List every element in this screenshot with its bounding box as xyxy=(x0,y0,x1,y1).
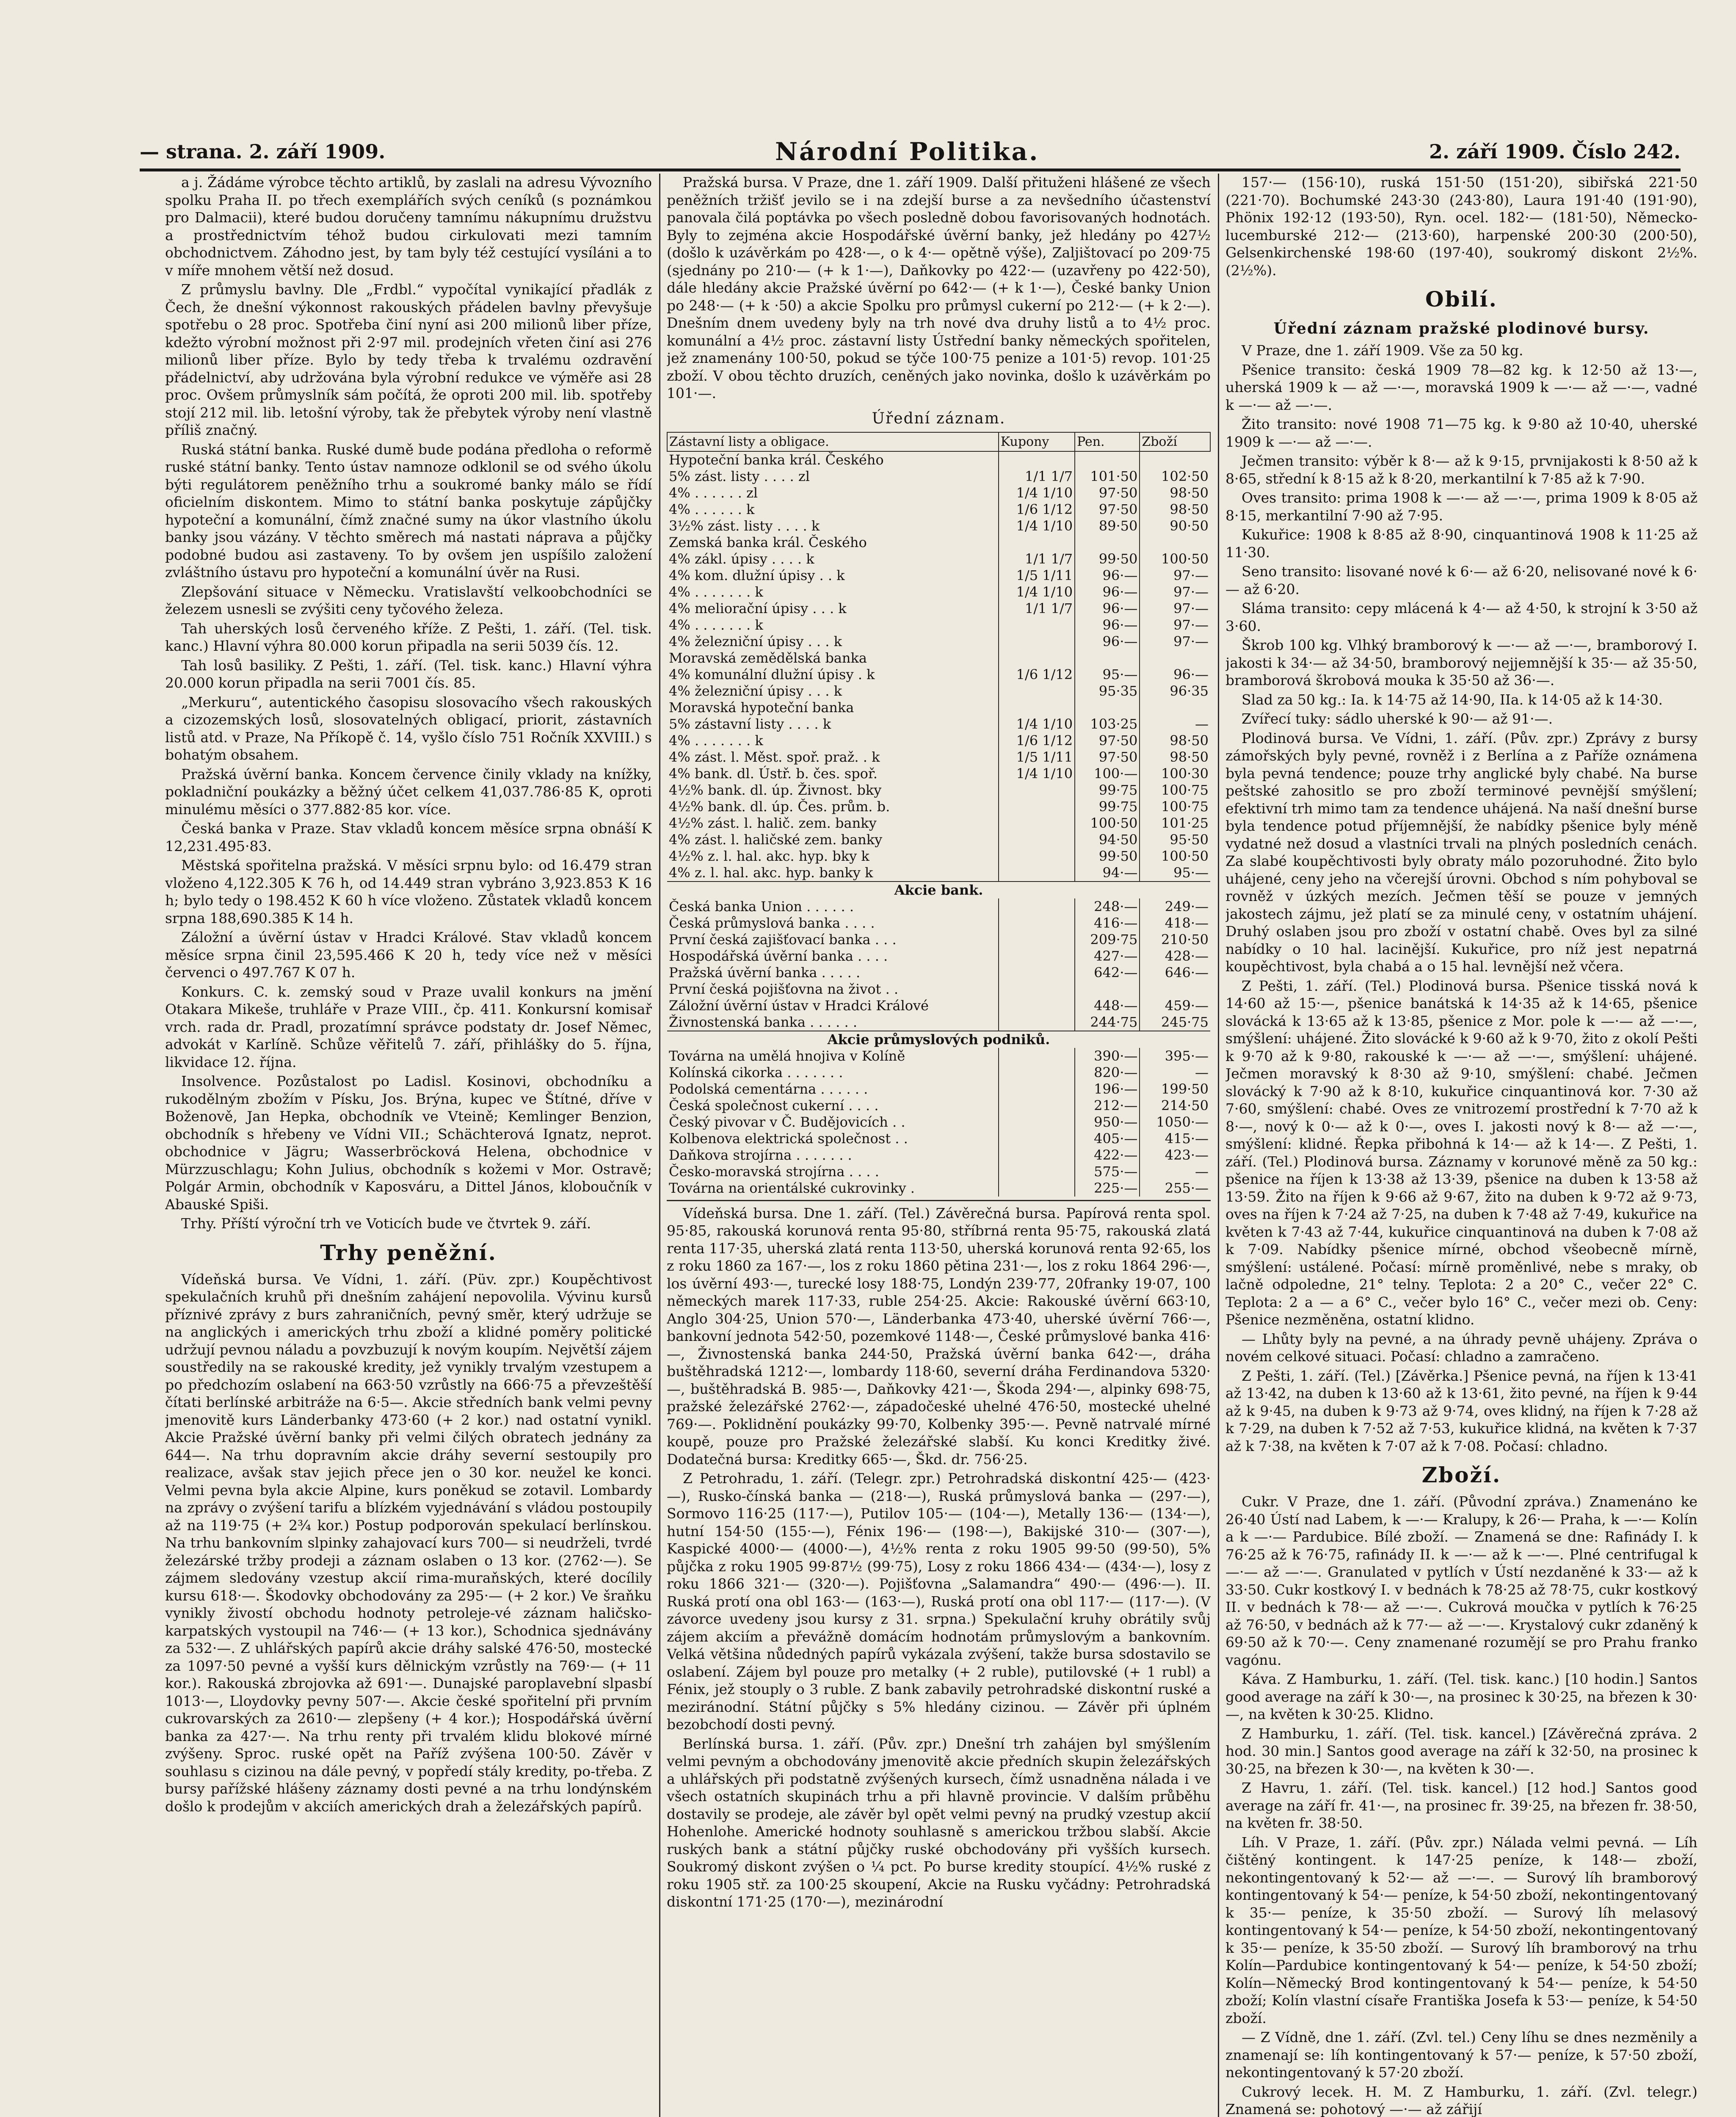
table-cell: 1/6 1/12 xyxy=(999,666,1075,683)
table-cell: 416·— xyxy=(1075,915,1140,931)
table-cell: 428·— xyxy=(1140,948,1210,965)
table-cell: 448·— xyxy=(1075,998,1140,1014)
table-cell xyxy=(1140,534,1210,551)
table-cell: 212·— xyxy=(1075,1097,1140,1114)
table-cell: — xyxy=(1140,716,1210,732)
table-cell xyxy=(999,1014,1075,1031)
table-cell: 89·50 xyxy=(1075,518,1140,534)
header-left: — strana. 2. září 1909. xyxy=(140,140,386,163)
subsection-heading: Úřední záznam pražské plodinové bursy. xyxy=(1273,320,1650,337)
table-cell: 94·50 xyxy=(1075,832,1140,848)
table-cell: Podolská cementárna . . . . . . xyxy=(669,1081,868,1097)
table-cell: 96·— xyxy=(1140,666,1210,683)
table-row xyxy=(667,815,1210,832)
page-header xyxy=(140,135,1681,169)
table-group-heading xyxy=(667,1031,1210,1048)
table-cell: Záložní úvěrní ústav v Hradci Králové xyxy=(669,997,929,1014)
table-row xyxy=(667,1048,1210,1064)
article-paragraph: Česká banka v Praze. Stav vkladů koncem měsíce srpna obnáší K 12,231.495·83. xyxy=(165,820,652,854)
table-cell: 423·— xyxy=(1140,1147,1210,1164)
table-cell xyxy=(999,1180,1075,1197)
article-paragraph: Oves transito: prima 1908 k —·— až —·—, prima 1909 k 8·05 až 8·15, merkantilní 7·90 až 7·95. xyxy=(1225,489,1697,524)
table-cell: Moravská hypoteční banka xyxy=(669,699,854,716)
table-cell: 101·50 xyxy=(1075,468,1140,485)
table-cell: 4% zást. l. haličské zem. banky xyxy=(669,831,883,848)
article-paragraph: Konkurs. C. k. zemský soud v Praze uvalil konkurs na jmění Otakara Mikeše, truhláře v Praze VIII., čp. 411. Konkursní komisař vrch. rada dr. Pradl, prozatímní správce podstaty dr. Josef Němec, advokát v Karlíně. Schůze věřitelů 7. září, přihlášky do 5. října, likvidace 12. října. xyxy=(165,983,652,1070)
table-cell: 209·75 xyxy=(1075,931,1140,948)
table-cell: 210·50 xyxy=(1140,931,1210,948)
article-paragraph: — Lhůty byly na pevné, a na úhrady pevně uhájeny. Zpráva o novém celkové situaci. Počasí: chladno a zamračeno. xyxy=(1225,1330,1697,1365)
table-cell xyxy=(999,832,1075,848)
table-cell: 1/4 1/10 xyxy=(999,766,1075,782)
table-cell: 94·— xyxy=(1075,865,1140,882)
masthead: Národní Politika. xyxy=(775,137,1040,166)
article-paragraph: Pšenice transito: česká 1909 78—82 kg. k 12·50 až 13·—, uherská 1909 k — až —·—, moravská 1909 k —·— až —·—, vadné k —·— až —·—. xyxy=(1225,361,1697,413)
table-row xyxy=(667,1114,1210,1130)
table-cell: 97·50 xyxy=(1075,485,1140,501)
table-cell: 95·— xyxy=(1140,865,1210,882)
table-row xyxy=(667,600,1210,617)
table-row xyxy=(667,468,1210,485)
column-separator xyxy=(1218,174,1219,2117)
table-cell: 4% . . . . . . k xyxy=(669,501,755,517)
table-cell: 1/1 1/7 xyxy=(999,600,1075,617)
table-row xyxy=(667,584,1210,600)
table-cell: 4% bank. dl. Ústř. b. čes. spoř. xyxy=(669,765,878,782)
table-row xyxy=(667,1081,1210,1097)
article-paragraph: Ječmen transito: výběr k 8·— až k 9·15, prvnijakosti k 8·50 až k 8·65, střední k 8·15 až k 8·20, merkantilní k 7·85 až k 7·90. xyxy=(1225,453,1697,487)
table-row xyxy=(667,915,1210,931)
article-paragraph: Pražská bursa. V Praze, dne 1. září 1909. Další přituženi hlášené ze všech peněžních tržišť jevilo se i na zdejší burse a za nevšedního účastenství panovala čilá poptávka po všech posledně dobou favorisovaných hodnotách. Byly to zejména akcie Hospodářské úvěrní banky, jež hledány po 427½ (došlo k uzávěrkám po 428·—, o k 4·— opětně výše), Zaljištovací po 209·75 (sjednány po 210·— (+ k 1·—), Daňkovky po 422·— (uzavřeny po 422·50), dále hledány akcie Pražské úvěrní po 642·— (+ k 1·—), České banky Union po 248·— (+ k ·50) a akcie Spolku pro průmysl cukerní po 212·— (+ k 2·—). Dnešním dnem uvedeny byly na trh nové dva druhy listů a to 4½ proc. komunální a 4½ proc. zástavní listy Ústřední banky německých spořitelen, jež znamenány 100·50, pokud se týče 100·75 penize a 101·5) revop. 101·25 zboží. V obou těchto druzích, ceněných jako novinka, došlo k uzávěrkám po 101·—. xyxy=(667,174,1211,401)
table-cell: 4½% bank. dl. úp. Živnost. bky xyxy=(669,782,882,798)
table-cell: 245·75 xyxy=(1140,1014,1210,1031)
table-row xyxy=(667,633,1210,650)
table-row xyxy=(667,1064,1210,1081)
table-cell: 199·50 xyxy=(1140,1081,1210,1097)
table-cell xyxy=(1140,650,1210,666)
table-row xyxy=(667,1097,1210,1114)
article-paragraph: Seno transito: lisované nové k 6·— až 6·20, nelisované nové k 6·— až 6·20. xyxy=(1225,563,1697,597)
table-cell xyxy=(999,1130,1075,1147)
table-cell: 103·25 xyxy=(1075,716,1140,732)
article-paragraph: Berlínská bursa. 1. září. (Pův. zpr.) Dnešní trh zahájen byl smýšlením velmi pevným a obchodovány jmenovitě akcie předních skupin železářských a uhlářských při podstatně zvýšených kursech, čímž usnadněna nálada i ve všech ostatních skupinách trhu a při hlavně provincie. V dalším průběhu dostavily se prodeje, ale závěr byl opět velmi pevný na prudký vzestup akcií Hohenlohe. Americké hodnoty souhlasně s americkou tržbou slabší. Akcie ruských bank a státní půjčky ruské obchodovány při vyšších kursech. Soukromý diskont zvýšen o ¼ pct. Po burse kredity stoupící. 4½% ruské z roku 1905 stř. za 100·25 skoupení, Akcie na Rusku vyčádny: Petrohradská diskontní 171·25 (170·—), mezinárodní xyxy=(667,1735,1211,1910)
table-row xyxy=(667,1164,1210,1180)
table-row xyxy=(667,865,1210,882)
table-group-title: Akcie průmyslových podniků. xyxy=(667,1031,1210,1048)
table-cell: 97·— xyxy=(1140,633,1210,650)
table-row xyxy=(667,749,1210,766)
table-cell: 390·— xyxy=(1075,1048,1140,1064)
article-paragraph: Z Hamburku, 1. září. (Tel. tisk. kancel.) [Závěrečná zpráva. 2 hod. 30 min.] Santos good average na září k 32·50, na prosinec k 30·25, na březen k 30·—, na květen k 30·—. xyxy=(1225,1725,1697,1777)
table-cell xyxy=(999,965,1075,981)
article-paragraph: Cukr. V Praze, dne 1. září. (Původní zpráva.) Znamenáno ke 26·40 Ústí nad Labem, k —·— Kralupy, k 26·— Praha, k —·— Kolín a k —·— Pardubice. Bílé zboží. — Znamená se dne: Rafinády I. k 76·25 až k 76·75, rafinády II. k —·— až k —·—. Plné centrifugal k —·— až —·—. Granulated v pytlích v Ústí nezdaněné k 33·— až k 33·50. Cukr kostkový I. v bednách k 78·25 až 78·75, cukr kostkový II. v bednách k 78·— až —·—. Cukrová moučka v pytlích k 76·25 až 76·50, v bednách až k 77·— až —·—. Krystalový cukr zdaněný k 69·50 až k 70·—. Ceny znamenané rozumějí se pro Prahu franko vagónu. xyxy=(1225,1493,1697,1668)
table-row xyxy=(667,518,1210,534)
divider xyxy=(667,1200,1211,1201)
table-cell: 97·50 xyxy=(1075,501,1140,518)
table-cell xyxy=(999,534,1075,551)
table-row xyxy=(667,848,1210,865)
table-cell: 100·75 xyxy=(1140,782,1210,799)
table-row xyxy=(667,782,1210,799)
table-cell xyxy=(1075,699,1140,716)
table-cell xyxy=(999,848,1075,865)
table-cell: 98·50 xyxy=(1140,501,1210,518)
table-header: Kupony xyxy=(999,432,1075,451)
table-cell: Daňkova strojírna . . . . . . . xyxy=(669,1147,852,1163)
table-cell xyxy=(999,1164,1075,1180)
table-row xyxy=(667,1130,1210,1147)
quotation-table xyxy=(667,432,1211,1197)
table-cell: 1/4 1/10 xyxy=(999,485,1075,501)
table-row xyxy=(667,799,1210,815)
table-cell: 100·50 xyxy=(1075,815,1140,832)
article-paragraph: Zvířecí tuky: sádlo uherské k 90·— až 91·—. xyxy=(1242,710,1553,727)
table-row xyxy=(667,1147,1210,1164)
article-paragraph: Městská spořitelna pražská. V měsíci srpnu bylo: od 16.479 stran vloženo 4,122.305 K 76 h, od 14.449 stran vybráno 3,923.853 K 16 h; bylo tedy o 198.452 K 60 h více vloženo. Zůstatek vkladů koncem srpna 188,690.385 K 14 h. xyxy=(165,857,652,926)
table-cell: 95·50 xyxy=(1140,832,1210,848)
table-cell: 1050·— xyxy=(1140,1114,1210,1130)
table-cell: 101·25 xyxy=(1140,815,1210,832)
table-cell: 950·— xyxy=(1075,1114,1140,1130)
table-row xyxy=(667,732,1210,749)
article-paragraph: Slad za 50 kg.: Ia. k 14·75 až 14·90, IIa. k 14·05 až k 14·30. xyxy=(1242,691,1663,708)
table-cell: 1/4 1/10 xyxy=(999,584,1075,600)
table-cell xyxy=(999,799,1075,815)
section-heading: Trhy peněžní. xyxy=(320,1240,497,1265)
article-paragraph: Cukrový lecek. H. M. Z Hamburku, 1. září. (Zvl. telegr.) Znamená se: pohotový —·— až zářijí xyxy=(1225,2083,1697,2117)
table-cell: Kolínská cikorka . . . . . . . xyxy=(669,1064,843,1081)
article-paragraph: Škrob 100 kg. Vlhký bramborový k —·— až —·—, bramborový I. jakosti k 34·— až 34·50, bramborový nejjemnější k 35·— až 35·50, bramborová škrobová mouka k 35·50 až 36·—. xyxy=(1225,637,1697,688)
table-cell: První česká zajišťovací banka . . . xyxy=(669,931,897,948)
header-rule xyxy=(140,169,1681,171)
section-heading: Obilí. xyxy=(1425,287,1498,312)
table-cell xyxy=(999,617,1075,633)
column-2 xyxy=(667,174,1211,2117)
table-cell xyxy=(999,1147,1075,1164)
table-cell: Hospodářská úvěrní banka . . . . xyxy=(669,948,888,964)
table-cell: 1/5 1/11 xyxy=(999,749,1075,766)
table-cell: 5% zást. listy . . . . zl xyxy=(669,468,810,484)
table-cell: Živnostenská banka . . . . . . xyxy=(669,1014,858,1030)
table-cell: Hypoteční banka král. Českého xyxy=(669,451,884,468)
table-cell xyxy=(999,815,1075,832)
table-cell: 255·— xyxy=(1140,1180,1210,1197)
table-cell: 4% železniční úpisy . . . k xyxy=(669,683,842,699)
table-cell xyxy=(999,948,1075,965)
table-cell: 415·— xyxy=(1140,1130,1210,1147)
table-cell: 95·35 xyxy=(1075,683,1140,699)
table-cell: 96·— xyxy=(1075,584,1140,600)
table-cell: Továrna na orientálské cukrovinky . xyxy=(669,1180,915,1196)
article-paragraph: Z Havru, 1. září. (Tel. tisk. kancel.) [12 hod.] Santos good average na září fr. 41·—, na prosinec fr. 39·25, na březen fr. 38·50, na květen fr. 38·50. xyxy=(1225,1780,1697,1831)
table-cell: 100·— xyxy=(1075,766,1140,782)
table-cell: 405·— xyxy=(1075,1130,1140,1147)
table-cell: 97·— xyxy=(1140,617,1210,633)
table-cell: 395·— xyxy=(1140,1048,1210,1064)
table-cell xyxy=(1140,699,1210,716)
table-cell: 196·— xyxy=(1075,1081,1140,1097)
table-row xyxy=(667,666,1210,683)
table-cell: 642·— xyxy=(1075,965,1140,981)
table-cell: 4% kom. dlužní úpisy . . k xyxy=(669,567,845,583)
table-cell xyxy=(999,633,1075,650)
table-cell xyxy=(999,898,1075,915)
table-cell: 4½% bank. dl. úp. Čes. prům. b. xyxy=(669,798,890,815)
table-cell: 97·50 xyxy=(1075,732,1140,749)
table-cell: Zemská banka král. Českého xyxy=(669,534,867,550)
article-paragraph: 157·— (156·10), ruská 151·50 (151·20), sibiřská 221·50 (221·70). Bochumské 243·30 (243·80), Laura 191·40 (191·90), Phönix 192·12 (193·50), Ryn. ocel. 182·— (181·50), Německo-lucemburské 212·— (213·60), harpenské 200·30 (200·50), Gelsenkirchenské 198·60 (197·40), soukromý diskont 2½%. (2½%). xyxy=(1225,174,1697,279)
table-cell xyxy=(999,1064,1075,1081)
article-paragraph: Kukuřice: 1908 k 8·85 až 8·90, cinquantinová 1908 k 11·25 až 11·30. xyxy=(1225,526,1697,561)
table-cell xyxy=(1075,650,1140,666)
table-row xyxy=(667,485,1210,501)
table-cell: 1/6 1/12 xyxy=(999,501,1075,518)
article-paragraph: Plodinová bursa. Ve Vídni, 1. září. (Pův. zpr.) Zprávy z bursy zámořských byly pevné, rovněž i z Berlína a z Paříže oznámena byla pevná tendence; pouze trhy anglické byly chabé. Na burse peštské zahositlo se pro zboží terminové pevnější smýšlení; efektivní trh mimo tam za tendence uhájená. Na naší dnešní burse byla tendence potud příjemnější, že nabídky pšenice byly méně vydatné než dosud a vlastníci trvali na plných posledních cenách. Za slabé koupěchtivosti byly obraty málo pozoruhodné. Žito bylo uhájené, ceny jeho na včerejší úrovni. Obchod s ním pohyboval se rovněž v úzkých mezích. Ječmen těší se pouze v jemných jakostech zájmu, jež platí se za minulé ceny, v ostatním uhájení. Druhý oslaben jsou pro zboží v ostatní chabě. Oves byl za silné nabídky o 10 hal. lacinější. Kukuřice, pro níž jest nepatrná koupěchtivost, byla chabá a o 15 hal. levnější než včera. xyxy=(1225,730,1697,975)
table-cell: Česká společnost cukerní . . . . xyxy=(669,1097,879,1114)
table-row xyxy=(667,931,1210,948)
table-cell: 4% zást. l. Měst. spoř. praž. . k xyxy=(669,749,880,765)
table-cell xyxy=(999,699,1075,716)
table-cell: 248·— xyxy=(1075,898,1140,915)
table-cell xyxy=(999,865,1075,882)
table-row xyxy=(667,1180,1210,1197)
column-separator xyxy=(659,174,660,2117)
table-cell: 100·30 xyxy=(1140,766,1210,782)
table-cell: 459·— xyxy=(1140,998,1210,1014)
table-cell: 4½% zást. l. halič. zem. banky xyxy=(669,815,877,831)
table-cell xyxy=(999,683,1075,699)
table-cell: 4% z. l. hal. akc. hyp. banky k xyxy=(669,864,873,881)
table-cell: 96·— xyxy=(1075,617,1140,633)
article-paragraph: Pražská úvěrní banka. Koncem července činily vklady na knížky, pokladniční poukázky a běžný účet celkem 41,037.786·85 K, oproti minulému měsíci o 377.882·85 kor. více. xyxy=(165,766,652,818)
table-cell: 225·— xyxy=(1075,1180,1140,1197)
table-cell xyxy=(1075,981,1140,998)
table-row xyxy=(667,898,1210,915)
article-paragraph: Žito transito: nové 1908 71—75 kg. k 9·80 až 10·40, uherské 1909 k —·— až —·—. xyxy=(1225,416,1697,450)
article-paragraph: Ruská státní banka. Ruské dumě bude podána předloha o reformě ruské státní banky. Tento ústav namnoze odklonil se od svého úkolu býti regulátorem peněžního trhu a soukromé banky málo se řídí oficielním diskontem. Mimo to státní banka poskytuje zápůjčky hypoteční a komunální, čímž značné sumy na úkor vlastního úkolu banky jsou vázány. V těchto směrech má nastati náprava a půjčky podobné budou asi zastaveny. To by ovšem jen uspíšilo založení zvláštního ústavu pro hypoteční a komunální úvěr na Rusi. xyxy=(165,441,652,580)
article-paragraph: Vídeňská bursa. Ve Vídni, 1. září. (Püv. zpr.) Koupěchtivost spekulačních kruhů při dnešním zahájení nepovolila. Vývinu kursů příznivé zprávy z burs zahraničních, pevný směr, který udržuje se na anglických i amerických trhu zboží a klidné poměry politické udržují pevnou náladu a povzbuzují k novým koupím. Největší zájem soustředily na se rakouské kredity, jež vynikly trvalým vzestupem a po předchozím oslabení na 663·50 vzrůstly na 666·75 a převzeštěší čítati berlínské arbitráže na 6·5—. Akcie středních bank velmi pevny jmenovitě kurs Länderbanky 473·60 (+ 2 kor.) nad ostatní vynikl. Akcie Pražské úvěrní banky při velmi čilých obratech jednány za 644—. Na trhu dopravním akcie dráhy severní sestoupily pro realizace, avšak stav jejich přece jen o 30 kor. neužel ke konci. Velmi pevna byla akcie Alpine, kurs poněkud se zotavil. Lombardy na zprávy o zvýšení tarifu a blízkém vyjednávání s vládou postoupily až na 119·75 (+ 2¾ kor.) Postup podporován spekulací berlínskou. Na trhu bankovním slpinky zahajovací kurs 700— si neudrželi, tvrdé železárské tržby prodeji a záznam oslaben o 13 kor. (2762·—). Se zájmem sledovány vzestup akcií rima-muraňských, které docílily kursu 618·—. Škodovky obchodovány za 295·— (+ 2 kor.) Ve šraňku vynikly živostí obchodu hodnoty petroleje-vé záznam haličsko-karpatských vystoupil na 746·— (+ 13 kor.), Schodnica sjednávány za 532·—. Z uhlářských papírů akcie dráhy salské 476·50, mostecké za 1097·50 pevné a vyšší kurs dělnickým vzrůstly na 769·— (+ 11 kor.). Rakouská zbrojovka až 691·—. Dunajské paroplavební slpasbí 1013·—, Lloydovky pevny 507·—. Akcie české spořitelní při prvním cukrovarských za 2610·— zlepšeny (+ 4 kor.); Hospodářská úvěrní banka za 427·—. Na trhu renty při trvalém klidu blokové mírné zvýšeny. Sproc. ruské opět na Paříž zvýšena 100·50. Závěr v souhlasu s cizinou na dále pevný, v popředí stály kredity, po-třeba. Z bursy pařížské hlášeny záznamy dosti pevné a na trhu londýnském došlo k prodejům v akciích amerických drah a železářských papírů. xyxy=(165,1271,652,1815)
table-cell xyxy=(999,782,1075,799)
article-paragraph: Insolvence. Pozůstalost po Ladisl. Kosinovi, obchodníku a rukodělným zbožím v Písku, Jos. Brýna, kupec ve Štítné, dříve v Boženově, Jan Hepka, obchodník ve Vteině; Kemlinger Benzion, obchodník s hřebeny ve Vídni VII.; Schächterová Ignatz, neprot. obchodnice v Jägru; Wasserbröcková Helena, obchodnice v Mürzzuschlagu; Kohn Julius, obchodník s kožemi v Mor. Ostravě; Polgár Armin, obchodník v Kaposváru, a Dittel János, kloboučník v Abauské Spiši. xyxy=(165,1073,652,1213)
table-row xyxy=(667,650,1210,666)
article-paragraph: V Praze, dne 1. září 1909. Vše za 50 kg. xyxy=(1242,342,1523,359)
table-header: Zboží xyxy=(1140,432,1210,451)
table-cell: 249·— xyxy=(1140,898,1210,915)
table-cell: 99·75 xyxy=(1075,782,1140,799)
table-cell: 4% . . . . . . . k xyxy=(669,732,763,749)
table-row xyxy=(667,551,1210,567)
table-cell: 96·35 xyxy=(1140,683,1210,699)
table-row xyxy=(667,998,1210,1014)
table-cell: — xyxy=(1140,1164,1210,1180)
table-group-heading xyxy=(667,882,1210,898)
table-row xyxy=(667,832,1210,848)
table-cell: 4% . . . . . . . k xyxy=(669,583,763,600)
table-cell xyxy=(1075,534,1140,551)
table-cell: První česká pojišťovna na život . . xyxy=(669,981,899,997)
table-cell: 4% . . . . . . . k xyxy=(669,616,763,633)
article-paragraph: Z průmyslu bavlny. Dle „Frdbl.“ vypočítal vynikající přadlák z Čech, že dnešní výkonnost rakouských přádelen bavlny převyšuje spotřebu o 28 proc. Spotřeba činí nyní asi 200 milionů liber příze, kdežto výrobní možnost při 2·97 mil. prodejních vřeten činí asi 276 milionů liber příze. Bylo by tedy třeba k trvalému ozdravění přádelnictví, aby udržována byla výrobní redukce ve výměře asi 28 proc. Ovšem průmyslník sám počítá, že oproti 200 mil. lib. spotřeby stojí 212 mil. lib. letošní výroby, tak že přebytek výroby není vlastně příliš značný. xyxy=(165,281,652,438)
article-paragraph: — Z Vídně, dne 1. září. (Zvl. tel.) Ceny líhu se dnes nezměnily a znamenají se: líh kontingentovaný k 57·— peníze, k 57·50 zboží, nekontingentovaný k 57·20 zboží. xyxy=(1225,2029,1697,2081)
table-cell: 97·50 xyxy=(1075,749,1140,766)
table-header: Zástavní listy a obligace. xyxy=(667,432,999,451)
table-cell xyxy=(999,1081,1075,1097)
table-cell: 1/4 1/10 xyxy=(999,518,1075,534)
table-cell: 97·— xyxy=(1140,600,1210,617)
table-cell: 90·50 xyxy=(1140,518,1210,534)
table-cell: 418·— xyxy=(1140,915,1210,931)
table-row xyxy=(667,965,1210,981)
table-row xyxy=(667,501,1210,518)
table-cell: 98·50 xyxy=(1140,749,1210,766)
table-cell: 4% . . . . . . zl xyxy=(669,484,758,501)
article-paragraph: Vídeňská bursa. Dne 1. září. (Tel.) Závěrečná bursa. Papírová renta spol. 95·85, rakouská korunová renta 95·80, stříbrná renta 95·75, rakouská zlatá renta 117·35, uherská zlatá renta 113·50, uherská korunová renta 92·65, los z roku 1860 za 167·—, los z roku 1860 pětina 231·—, los z roku 1864 296·—, los úvěrní 493·—, turecké losy 188·75, Londýn 239·77, 20franky 19·07, 100 německých marek 117·33, ruble 254·25. Akcie: Rakouské úvěrní 663·10, Anglo 304·25, Union 570·—, Länderbanka 473·40, uherské úvěrní 766·—, bankovní jednota 542·50, pozemkové 1148·—, České průmyslové banka 416·—, Živnostenská banka 244·50, Pražská úvěrní banka 642·—, dráha buštěhradská 1212·—, lombardy 118·60, severní dráha Ferdinandova 5320·—, buštěhradská B. 985·—, Daňkovky 421·—, Škoda 294·—, alpinky 698·75, pražské železářské 2762·—, západočeské uhelné 476·50, mostecké uhelné 769·—. Poklidnění poukázky 99·70, Kolbenky 395·—. Pevně natrvalé mírné koupě, pouze pro Pražské železářské slabší. Ku konci Kreditky živé. Dodatečná bursa: Kreditky 665·—, Škd. dr. 756·25. xyxy=(667,1205,1211,1468)
table-cell: 97·— xyxy=(1140,567,1210,584)
table-cell: Továrna na umělá hnojiva v Kolíně xyxy=(669,1047,905,1064)
table-cell: Česká banka Union . . . . . . xyxy=(669,898,854,915)
table-cell: 96·— xyxy=(1075,600,1140,617)
header-right: 2. září 1909. Číslo 242. xyxy=(1429,140,1681,163)
table-cell xyxy=(999,981,1075,998)
section-heading: Zboží. xyxy=(1421,1462,1501,1487)
table-cell: 4% železniční úpisy . . . k xyxy=(669,633,842,649)
table-cell: 96·— xyxy=(1075,567,1140,584)
table-cell xyxy=(999,915,1075,931)
table-cell: 99·75 xyxy=(1075,799,1140,815)
table-row xyxy=(667,766,1210,782)
table-cell: 100·75 xyxy=(1140,799,1210,815)
table-row xyxy=(667,617,1210,633)
table-cell xyxy=(999,1048,1075,1064)
article-paragraph: Tah uherských losů červeného kříže. Z Pešti, 1. září. (Tel. tisk. kanc.) Hlavní výhra 80.000 korun připadla na serii 5039 čís. 12. xyxy=(165,620,652,654)
table-cell: 95·— xyxy=(1075,666,1140,683)
column-1 xyxy=(165,174,652,2117)
table-cell xyxy=(999,451,1075,468)
table-cell: 422·— xyxy=(1075,1147,1140,1164)
table-cell: Kolbenova elektrická společnost . . xyxy=(669,1130,908,1147)
table-row xyxy=(667,567,1210,584)
table-cell: 100·50 xyxy=(1140,848,1210,865)
table-cell: 5% zástavní listy . . . . k xyxy=(669,716,831,732)
table-cell: Moravská zemědělská banka xyxy=(669,649,867,666)
table-cell: 99·50 xyxy=(1075,551,1140,567)
table-cell: 575·— xyxy=(1075,1164,1140,1180)
table-cell xyxy=(999,931,1075,948)
table-row xyxy=(667,716,1210,732)
table-cell: Pražská úvěrní banka . . . . . xyxy=(669,964,861,981)
table-cell: 1/4 1/10 xyxy=(999,716,1075,732)
table-cell: 646·— xyxy=(1140,965,1210,981)
table-cell: 1/1 1/7 xyxy=(999,551,1075,567)
table-cell: 820·— xyxy=(1075,1064,1140,1081)
table-cell: Český pivovar v Č. Budějovicích . . xyxy=(669,1114,905,1130)
table-cell: 4% zákl. úpisy . . . . k xyxy=(669,550,814,567)
table-cell xyxy=(1140,981,1210,998)
table-cell: 99·50 xyxy=(1075,848,1140,865)
table-cell: 98·50 xyxy=(1140,732,1210,749)
table-cell: 427·— xyxy=(1075,948,1140,965)
table-cell: 244·75 xyxy=(1075,1014,1140,1031)
table-row xyxy=(667,948,1210,965)
table-cell: 1/5 1/11 xyxy=(999,567,1075,584)
table-cell: 96·— xyxy=(1075,633,1140,650)
column-3 xyxy=(1225,174,1697,2117)
article-paragraph: „Merkuru“, autentického časopisu slosovacího všech rakouských a cizozemských losů, slosovatelných obligací, priorit, zástavních listů atd. v Praze, Na Příkopě č. 14, vyšlo číslo 751 Ročník XXVIII.) s bohatým obsahem. xyxy=(165,694,652,763)
table-header: Pen. xyxy=(1075,432,1140,451)
article-paragraph: Záložní a úvěrní ústav v Hradci Králové. Stav vkladů koncem měsíce srpna činil 23,595.466 K 20 h, tedy více než v měsíci červenci o 497.767 K 07 h. xyxy=(165,929,652,981)
table-cell: — xyxy=(1140,1064,1210,1081)
table-row xyxy=(667,683,1210,699)
table-row xyxy=(667,981,1210,998)
table-cell xyxy=(1140,451,1210,468)
table-cell: 1/1 1/7 xyxy=(999,468,1075,485)
table-cell: 102·50 xyxy=(1140,468,1210,485)
article-paragraph: Líh. V Praze, 1. září. (Pův. zpr.) Nálada velmi pevná. — Líh čištěný kontingent. k 147·25 peníze, k 148·— zboží, nekontingentovaný k 52·— až —·—. — Surový líh bramborový kontingentovaný k 54·— peníze, k 54·50 zboží, nekontingentovaný k 35·— peníze, k 35·50 zboží. — Surový líh melasový kontingentovaný k 54·— peníze, k 54·50 zboží, nekontingentovaný k 35·— peníze, k 35·50 zboží. — Surový líh bramborový na trhu Kolín—Pardubice kontingentovaný k 54·— peníze, k 54·50 zboží; Kolín—Německý Brod kontingentovaný k 54·— peníze, k 54·50 zboží; Kolín vlastní císaře Františka Josefa k 53·— peníze, k 54·50 zboží. xyxy=(1225,1834,1697,2026)
article-paragraph: Trhy. Příští výroční trh ve Voticích bude ve čtvrtek 9. září. xyxy=(181,1215,591,1232)
table-cell: 4% meliorační úpisy . . . k xyxy=(669,600,847,616)
table-caption: Úřední záznam. xyxy=(872,409,1006,427)
table-cell xyxy=(999,998,1075,1014)
table-cell: Česká průmyslová banka . . . . xyxy=(669,915,875,931)
table-cell: 4½% z. l. hal. akc. hyp. bky k xyxy=(669,848,869,864)
table-group-title: Akcie bank. xyxy=(667,882,1210,898)
article-paragraph: Tah losů basiliky. Z Pešti, 1. září. (Tel. tisk. kanc.) Hlavní výhra 20.000 korun připadla na serii 7001 čís. 85. xyxy=(165,657,652,691)
table-cell: 97·— xyxy=(1140,584,1210,600)
table-row xyxy=(667,1014,1210,1031)
table-row xyxy=(667,534,1210,551)
table-row xyxy=(667,451,1210,468)
article-paragraph: Z Pešti, 1. září. (Tel.) [Závěrka.] Pšenice pevná, na říjen k 13·41 až 13·42, na duben k 13·60 až k 13·61, žito pevné, na říjen k 9·44 až k 9·45, na duben k 9·73 až 9·74, oves klidný, na říjen k 7·28 až k 7·29, na duben k 7·52 až 7·53, kukuřice klidná, na květen k 7·37 až k 7·38, na květen k 7·07 až k 7·08. Počasí: chladno. xyxy=(1225,1367,1697,1454)
table-cell: 100·50 xyxy=(1140,551,1210,567)
article-paragraph: Sláma transito: cepy mlácená k 4·— až 4·50, k strojní k 3·50 až 3·60. xyxy=(1225,600,1697,634)
table-row xyxy=(667,699,1210,716)
article-paragraph: Z Pešti, 1. září. (Tel.) Plodinová bursa. Pšenice tisská nová k 14·60 až 15·—, pšenice banátská k 14·35 až k 14·65, pšenice slovácká k 13·65 až k 13·85, pšenice z Mor. pole k —·— až —·—, smýšlení: uhájené. Žito slovácké k 9·60 až k 9·70, žito z okolí Pešti k 9·70 až k 9·80, rakouské k —·— až —·—, smýšlení: uhájené. Ječmen moravský k 8·30 až 9·10, smýšlení: chabé. Ječmen slovácký k 7·90 až k 8·10, kukuřice cinquantinová kor. 7·30 až 7·60, smýšlení: chabé. Oves ze vnitrozemí prostřední k 7·70 až k 8·—, nový k 0·— až k 0·—, oves I. jakosti nový k 8·— až —·—, smýšlení: klidné. Řepka přibohná k 14·— až k 14·—. Z Pešti, 1. září. (Tel.) Plodinová bursa. Záznamy v korunové měně za 50 kg.: pšenice na říjen k 13·38 až 13·39, pšenice na duben k 13·58 až 13·59. Žito na říjen k 9·66 až 9·67, žito na duben k 9·72 až 9·73, oves na říjen k 7·24 až 7·25, na duben k 7·48 až 7·49, kukuřice na květen k 7·43 až 7·44, kukuřice cinquantinová na duben k 7·08 až k 7·09. Nabídky pšenice mírné, obchod všeobecně mírně, smýšlení: ustálené. Počasí: mírně proměnlivé, nebe s mraky, ob lačně odpoledne, 21° telny. Teplota: 2 a 20° C., večer 22° C. Teplota: 2 a — a 6° C., večer bylo 16° C., večer mezi ob. Ceny: Pšenice nezměněna, ostatní klidno. xyxy=(1225,977,1697,1328)
table-cell xyxy=(999,1114,1075,1130)
table-cell xyxy=(999,650,1075,666)
table-cell: 98·50 xyxy=(1140,485,1210,501)
table-cell: 1/6 1/12 xyxy=(999,732,1075,749)
article-paragraph: a j. Žádáme výrobce těchto artiklů, by zaslali na adresu Vývozního spolku Praha II. po třech exemplářích svých ceníků (s poznámkou pro Dalmacii), které budou doručeny tamnímu nákupnímu družstvu a prostřednictvím téhož budou cirkulovati mezi tamním obchodnictvem. Záhodno jest, by tam byly též cestující vysíláni a to v míře mnohem větší než dosud. xyxy=(165,174,652,279)
table-cell: Česko-moravská strojírna . . . . xyxy=(669,1163,879,1180)
table-cell: 4% komunální dlužní úpisy . k xyxy=(669,666,875,683)
table-cell: 214·50 xyxy=(1140,1097,1210,1114)
article-paragraph: Zlepšování situace v Německu. Vratislavští velkoobchodníci se železem usnesli se zvýšiti ceny tyčového železa. xyxy=(165,583,652,617)
table-cell xyxy=(1075,451,1140,468)
table-cell xyxy=(999,1097,1075,1114)
article-paragraph: Káva. Z Hamburku, 1. září. (Tel. tisk. kanc.) [10 hodin.] Santos good average na září k 30·—, na prosinec k 30·25, na březen k 30·—, na květen k 30·25. Klidno. xyxy=(1225,1671,1697,1722)
table-cell: 3½% zást. listy . . . . k xyxy=(669,517,820,534)
article-paragraph: Z Petrohradu, 1. září. (Telegr. zpr.) Petrohradská diskontní 425·— (423·—), Rusko-čínská banka — (218·—), Ruská průmyslová banka — (297·—), Sormovo 116·25 (117·—), Putilov 105·— (104·—), Metally 136·— (134·—), hutní 154·50 (155·—), Fénix 196·— (198·—), Bakijské 310·— (307·—), Kaspické 4000·— (4000·—), 4½% renta z roku 1905 99·50 (99·50), 5% půjčka z roku 1905 99·87½ (99·75), Losy z roku 1866 434·— (434·—), losy z roku 1866 321·— (320·—). Pojišťovna „Salamandra“ 490·— (496·—). II. Ruská protí ona obl 163·— (163·—), Ruská protí ona obl 117·— (117·—). (V závorce uvedeny jsou kursy z 31. srpna.) Spekulační kruhy obrátily svůj zájem akciím a převážně domácím hodnotám průmyslovým a bankovním. Velká většina nůdedných papírů vykázala zvýšení, takže bursa sdostavilo se oslabení. Zájem byl pouze pro metalky (+ 2 ruble), putilovské (+ 1 rubl) a Fénix, jež stouply o 3 ruble. Z bank zabavily petrohradské diskontní ruské a meziránodní. Státní půjčky s 5% hledány cizinou. — Závěr při úplném bezobchodí dosti pevný. xyxy=(667,1470,1211,1733)
